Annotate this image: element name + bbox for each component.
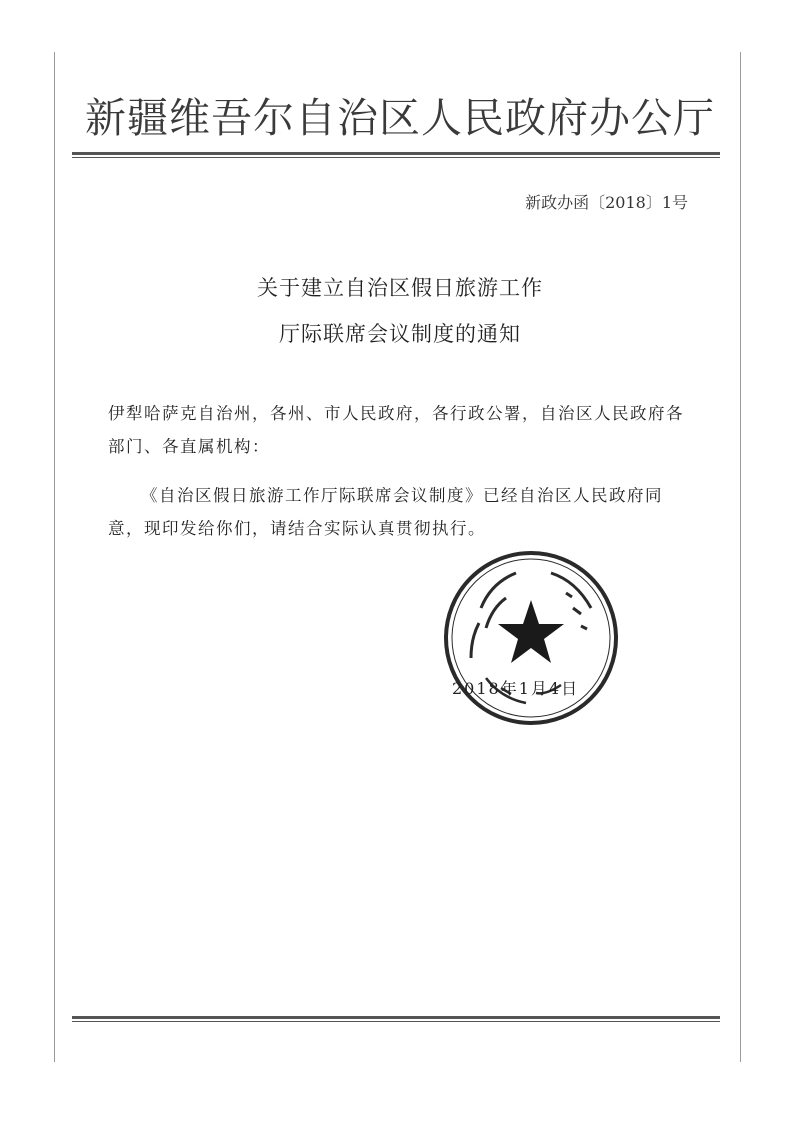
left-margin-line — [54, 52, 55, 1062]
document-number: 新政办函〔2018〕1号 — [525, 193, 688, 212]
body-paragraph: 《自治区假日旅游工作厅际联席会议制度》已经自治区人民政府同意，现印发给你们，请结合实际认真贯彻执行。 — [108, 486, 663, 538]
document-title-line2: 厅际联席会议制度的通知 — [279, 322, 521, 346]
footer-divider — [72, 1016, 720, 1022]
recipient-list: 伊犁哈萨克自治州，各州、市人民政府，各行政公署，自治区人民政府各部门、各直属机构： — [108, 404, 684, 456]
issuing-organization-header: 新疆维吾尔自治区人民政府办公厅 — [85, 94, 715, 142]
signing-date: 2018年1月4日 — [452, 679, 580, 698]
header-divider — [72, 152, 720, 158]
star-icon — [498, 600, 564, 663]
right-margin-line — [740, 52, 741, 1062]
document-title-line1: 关于建立自治区假日旅游工作 — [257, 276, 543, 300]
official-seal — [441, 548, 621, 728]
